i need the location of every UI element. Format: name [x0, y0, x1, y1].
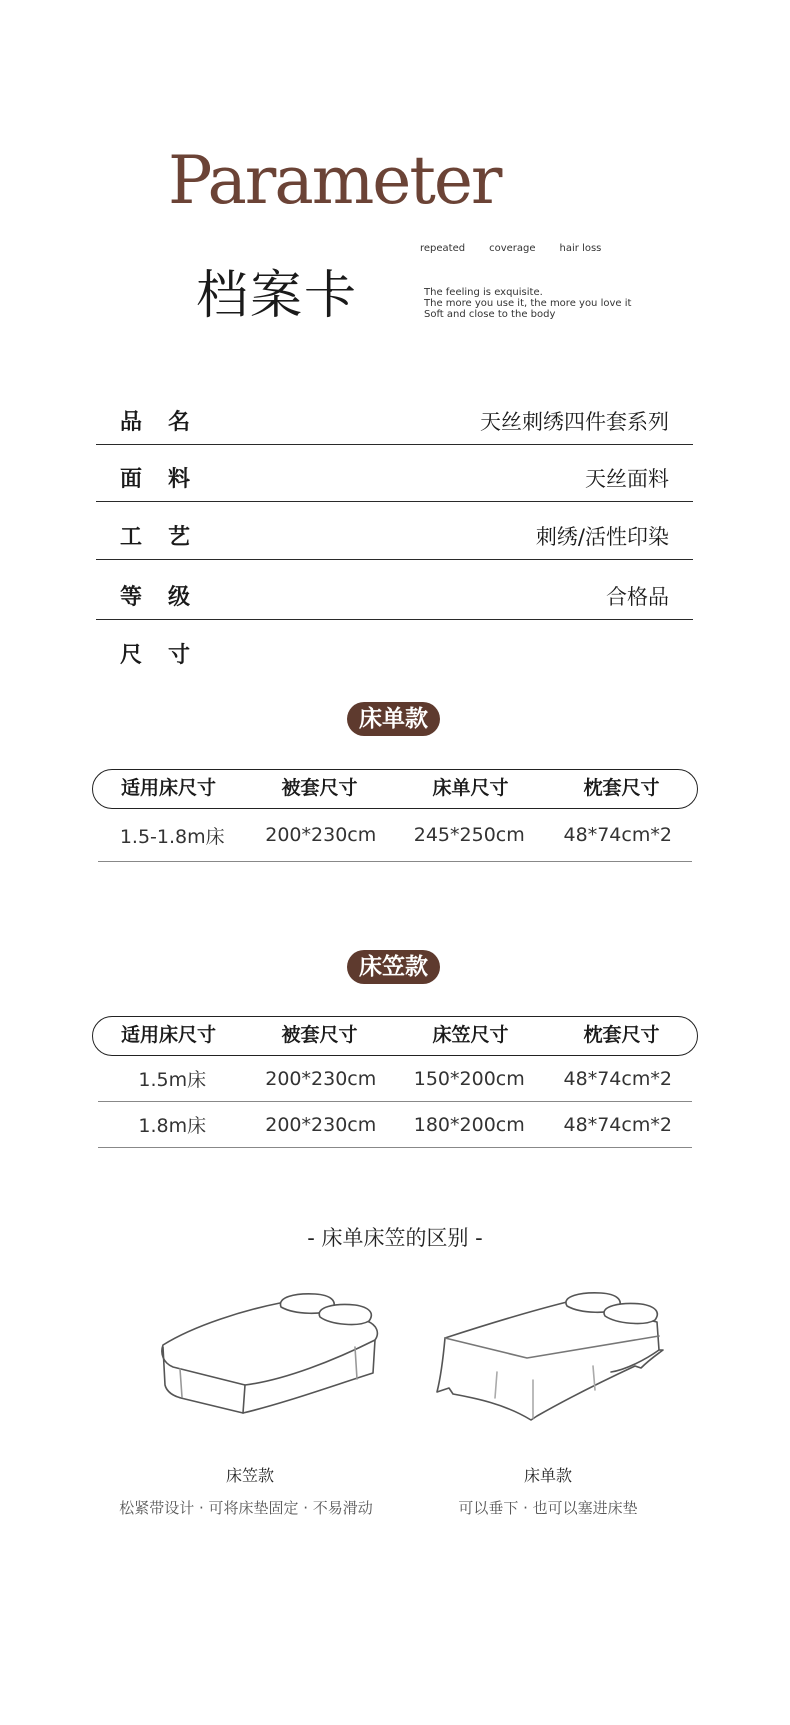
- description-line: The more you use it, the more you love it: [424, 298, 632, 309]
- param-label: 尺寸: [120, 643, 217, 668]
- header-cell: 适用床尺寸: [120, 1024, 216, 1046]
- param-row-craft: [96, 516, 693, 560]
- sheet-description: 可以垂下 · 也可以塞进床垫: [458, 1499, 638, 1517]
- compare-title: - 床单床笠的区别 -: [307, 1226, 483, 1250]
- description: [424, 287, 631, 320]
- param-row-size: [96, 633, 693, 677]
- header-cell: 被套尺寸: [281, 777, 358, 799]
- param-value: 天丝刺绣四件套系列: [480, 410, 669, 434]
- table-cell: 200*230cm: [265, 1067, 377, 1090]
- table-cell: 48*74cm*2: [563, 1113, 672, 1136]
- tag-coverage: coverage: [489, 243, 536, 254]
- tag-list: [420, 243, 601, 254]
- title-english: Parameter: [168, 142, 501, 219]
- table-cell: 48*74cm*2: [563, 824, 672, 846]
- table-header: [92, 1016, 698, 1056]
- param-label: 面料: [120, 467, 217, 492]
- param-label: 等级: [120, 585, 217, 610]
- table-cell: 1.8m床: [138, 1115, 207, 1137]
- table-cell: 48*74cm*2: [563, 1067, 672, 1090]
- sheet-bed-illustration: [435, 1280, 670, 1430]
- fitted-size-table: [92, 1016, 698, 1148]
- header-cell: 枕套尺寸: [583, 777, 660, 799]
- tag-repeated: repeated: [420, 243, 466, 254]
- param-label: 工艺: [120, 525, 217, 550]
- sheet-size-table: [92, 769, 698, 862]
- fitted-name: 床笠款: [225, 1466, 274, 1485]
- param-row-grade: [96, 576, 693, 620]
- description-line: The feeling is exquisite.: [424, 287, 543, 298]
- param-row-fabric: [96, 458, 693, 502]
- sheet-badge: 床单款: [347, 702, 440, 736]
- param-row-name: [96, 401, 693, 445]
- sheet-name: 床单款: [523, 1466, 572, 1485]
- table-row: [98, 1102, 692, 1148]
- table-cell: 245*250cm: [413, 824, 525, 846]
- header-cell: 被套尺寸: [281, 1024, 358, 1046]
- tag-hair-loss: hair loss: [559, 243, 602, 254]
- table-cell: 150*200cm: [413, 1067, 525, 1090]
- header-cell: 床笠尺寸: [432, 1024, 509, 1046]
- table-row: [98, 1056, 692, 1102]
- param-value: 合格品: [606, 585, 669, 609]
- table-cell: 1.5m床: [138, 1069, 207, 1091]
- description-line: Soft and close to the body: [424, 309, 556, 320]
- table-cell: 1.5-1.8m床: [119, 825, 225, 848]
- header-cell: 床单尺寸: [432, 777, 509, 799]
- table-cell: 200*230cm: [265, 824, 377, 846]
- header-cell: 枕套尺寸: [583, 1024, 660, 1046]
- param-label: 品名: [120, 410, 217, 435]
- fitted-description: 松紧带设计 · 可将床垫固定 · 不易滑动: [119, 1499, 373, 1517]
- fitted-badge: 床笠款: [347, 950, 440, 984]
- param-value: 天丝面料: [585, 467, 669, 491]
- header-cell: 适用床尺寸: [120, 777, 216, 799]
- table-cell: 180*200cm: [413, 1113, 525, 1136]
- table-header: [92, 769, 698, 809]
- title-chinese: 档案卡: [196, 266, 359, 326]
- param-value: 刺绣/活性印染: [535, 525, 669, 549]
- table-row: [98, 809, 692, 862]
- table-cell: 200*230cm: [265, 1113, 377, 1136]
- fitted-bed-illustration: [155, 1285, 390, 1425]
